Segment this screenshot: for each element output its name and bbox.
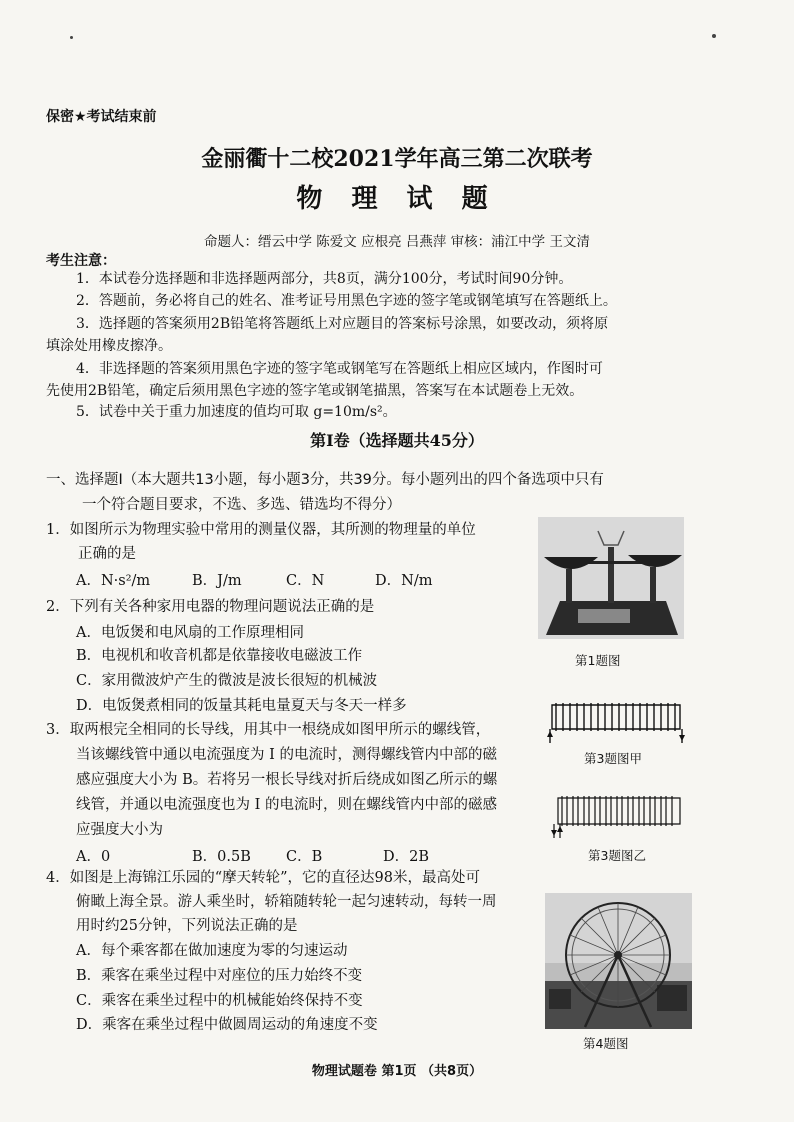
q3-stem-line-5: 应强度大小为 bbox=[76, 822, 163, 838]
q3-stem-line-4: 线管，并通以电流强度也为 I 的电流时，则在螺线管内中部的磁感 bbox=[76, 797, 497, 813]
solenoid-figure-b bbox=[546, 790, 686, 840]
solenoid-figure-a bbox=[546, 695, 686, 745]
q2-option-d: D．电饭煲煮相同的饭量其耗电量夏天与冬天一样多 bbox=[76, 698, 407, 714]
authors-line: 命题人：缙云中学 陈爱文 应根亮 吕燕萍 审核：浦江中学 王文清 bbox=[204, 234, 590, 250]
q3-option-d: D．2B bbox=[383, 849, 430, 865]
notice-heading: 考生注意： bbox=[46, 253, 116, 269]
q4-option-a: A．每个乘客都在做加速度为零的匀速运动 bbox=[76, 943, 348, 959]
q4-stem-line-3: 用时约25分钟，下列说法正确的是 bbox=[76, 918, 298, 934]
q1-stem-cont: 正确的是 bbox=[78, 546, 136, 562]
q2-stem: 2．下列有关各种家用电器的物理问题说法正确的是 bbox=[46, 599, 375, 615]
q4-figure-caption: 第4题图 bbox=[583, 1036, 629, 1051]
q4-option-b: B．乘客在乘坐过程中对座位的压力始终不变 bbox=[76, 968, 363, 984]
q3-figure-b-caption: 第3题图乙 bbox=[588, 848, 646, 863]
part1-heading: 一、选择题Ⅰ（本大题共13小题，每小题3分，共39分。每小题列出的四个备选项中只有 bbox=[46, 472, 604, 488]
q2-option-b: B．电视机和收音机都是依靠接收电磁波工作 bbox=[76, 648, 363, 664]
q1-option-c: C．N bbox=[286, 573, 325, 589]
notice-item-3: 3．选择题的答案须用2B铅笔将答题纸上对应题目的答案标号涂黑，如要改动，须将原 bbox=[76, 316, 609, 332]
confidential-label: 保密★考试结束前 bbox=[46, 109, 157, 125]
q3-stem-line-3: 感应强度大小为 B。若将另一根长导线对折后绕成如图乙所示的螺 bbox=[76, 772, 498, 788]
notice-item-1: 1．本试卷分选择题和非选择题两部分，共8页，满分100分，考试时间90分钟。 bbox=[76, 271, 573, 287]
q4-stem-line-1: 4．如图是上海锦江乐园的“摩天转轮”，它的直径达98米，最高处可 bbox=[46, 870, 480, 886]
notice-item-4-cont: 先使用2B铅笔，确定后须用黑色字迹的签字笔或钢笔描黑，答案写在本试题卷上无效。 bbox=[46, 383, 584, 399]
notice-item-5: 5．试卷中关于重力加速度的值均可取 g=10m/s²。 bbox=[76, 404, 397, 420]
subject-title: 物 理 试 题 bbox=[296, 184, 498, 214]
q1-option-a: A．N·s²/m bbox=[76, 573, 151, 589]
q3-option-b: B．0.5B bbox=[192, 849, 251, 865]
exam-title: 金丽衢十二校2021学年高三第二次联考 bbox=[201, 146, 593, 172]
q1-figure-caption: 第1题图 bbox=[575, 653, 621, 668]
q3-figure-a-caption: 第3题图甲 bbox=[584, 751, 642, 766]
q2-option-a: A．电饭煲和电风扇的工作原理相同 bbox=[76, 625, 304, 641]
q4-stem-line-2: 俯瞰上海全景。游人乘坐时，轿箱随转轮一起匀速转动，每转一周 bbox=[76, 894, 497, 910]
part1-heading-cont: 一个符合题目要求，不选、多选、错选均不得分） bbox=[82, 497, 401, 513]
page-footer: 物理试题卷 第1页 （共8页） bbox=[311, 1064, 483, 1079]
section-title: 第Ⅰ卷（选择题共45分） bbox=[310, 431, 484, 450]
q1-option-d: D．N/m bbox=[375, 573, 433, 589]
scan-speck bbox=[70, 36, 73, 39]
scan-speck bbox=[712, 34, 716, 38]
q3-option-c: C．B bbox=[286, 849, 323, 865]
q4-option-c: C．乘客在乘坐过程中的机械能始终保持不变 bbox=[76, 993, 363, 1009]
q4-option-d: D．乘客在乘坐过程中做圆周运动的角速度不变 bbox=[76, 1017, 378, 1033]
notice-item-2: 2．答题前，务必将自己的姓名、准考证号用黑色字迹的签字笔或钢笔填写在答题纸上。 bbox=[76, 293, 617, 309]
q1-option-b: B．J/m bbox=[192, 573, 242, 589]
q3-option-a: A．0 bbox=[76, 849, 111, 865]
q3-stem-line-2: 当该螺线管中通以电流强度为 I 的电流时，测得螺线管内中部的磁 bbox=[76, 747, 497, 763]
ferris-wheel-photo bbox=[545, 893, 692, 1029]
q3-stem-line-1: 3．取两根完全相同的长导线，用其中一根绕成如图甲所示的螺线管， bbox=[46, 722, 491, 738]
balance-scale-photo bbox=[538, 517, 684, 639]
notice-item-4: 4．非选择题的答案须用黑色字迹的签字笔或钢笔写在答题纸上相应区域内，作图时可 bbox=[76, 361, 603, 377]
q1-stem: 1．如图所示为物理实验中常用的测量仪器，其所测的物理量的单位 bbox=[46, 522, 476, 538]
notice-item-3-cont: 填涂处用橡皮擦净。 bbox=[46, 338, 172, 354]
q2-option-c: C．家用微波炉产生的微波是波长很短的机械波 bbox=[76, 673, 378, 689]
